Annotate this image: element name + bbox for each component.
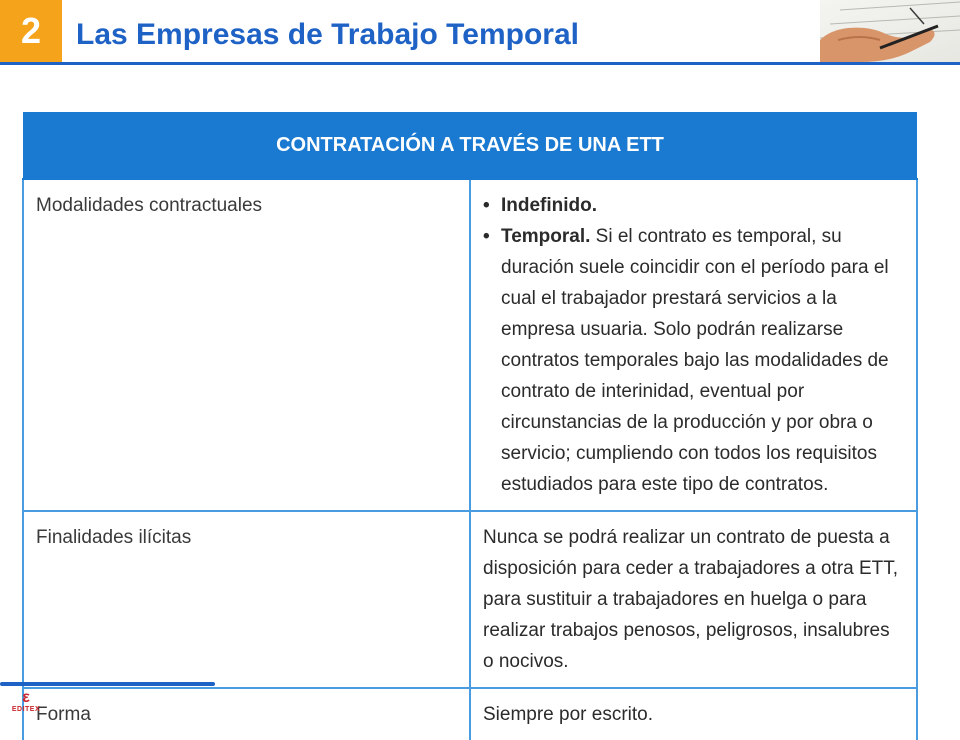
row-content-finalidades: Nunca se podrá realizar un contrato de puesta a disposición para ceder a trabajadores a otra ETT, para sustituir a trabajadores en huelga o para realizar trabajos penosos, peligrosos, insalubres o nocivos. bbox=[470, 511, 917, 688]
table-heading: CONTRATACIÓN A TRAVÉS DE UNA ETT bbox=[23, 112, 917, 179]
editex-logo-text: EDITEX bbox=[11, 706, 41, 713]
page-title: Las Empresas de Trabajo Temporal bbox=[76, 18, 579, 51]
row-content-modalidades bbox=[470, 179, 917, 511]
list-item bbox=[483, 221, 904, 500]
term-indefinido: Indefinido. bbox=[501, 195, 598, 216]
editex-mark-icon: ε bbox=[22, 689, 30, 706]
header-divider bbox=[0, 62, 960, 65]
row-label-finalidades: Finalidades ilícitas bbox=[23, 511, 470, 688]
footer-divider bbox=[0, 682, 215, 686]
list-item bbox=[483, 190, 904, 221]
chapter-number-badge: 2 bbox=[0, 0, 62, 62]
ett-contract-table bbox=[22, 112, 918, 740]
term-temporal: Temporal. bbox=[501, 226, 591, 247]
modalidades-list bbox=[483, 190, 904, 500]
row-label-modalidades: Modalidades contractuales bbox=[23, 179, 470, 511]
table-row bbox=[23, 688, 917, 740]
item-text: Si el contrato es temporal, su duración suele coincidir con el período para el cual el trabajador prestará servicios a la empresa usuaria. Solo podrán realizarse contratos temporales bajo las modalidades de contrato de interinidad, eventual por circunstancias de la producción y por obra o servicio; cumpliendo con todos los requisitos estudiados para este tipo de contratos. bbox=[501, 226, 889, 495]
table-row bbox=[23, 511, 917, 688]
row-content-forma: Siempre por escrito. bbox=[470, 688, 917, 740]
table-row bbox=[23, 179, 917, 511]
hand-writing-photo-icon bbox=[820, 0, 960, 62]
row-label-forma: Forma bbox=[23, 688, 470, 740]
editex-logo bbox=[6, 690, 46, 713]
